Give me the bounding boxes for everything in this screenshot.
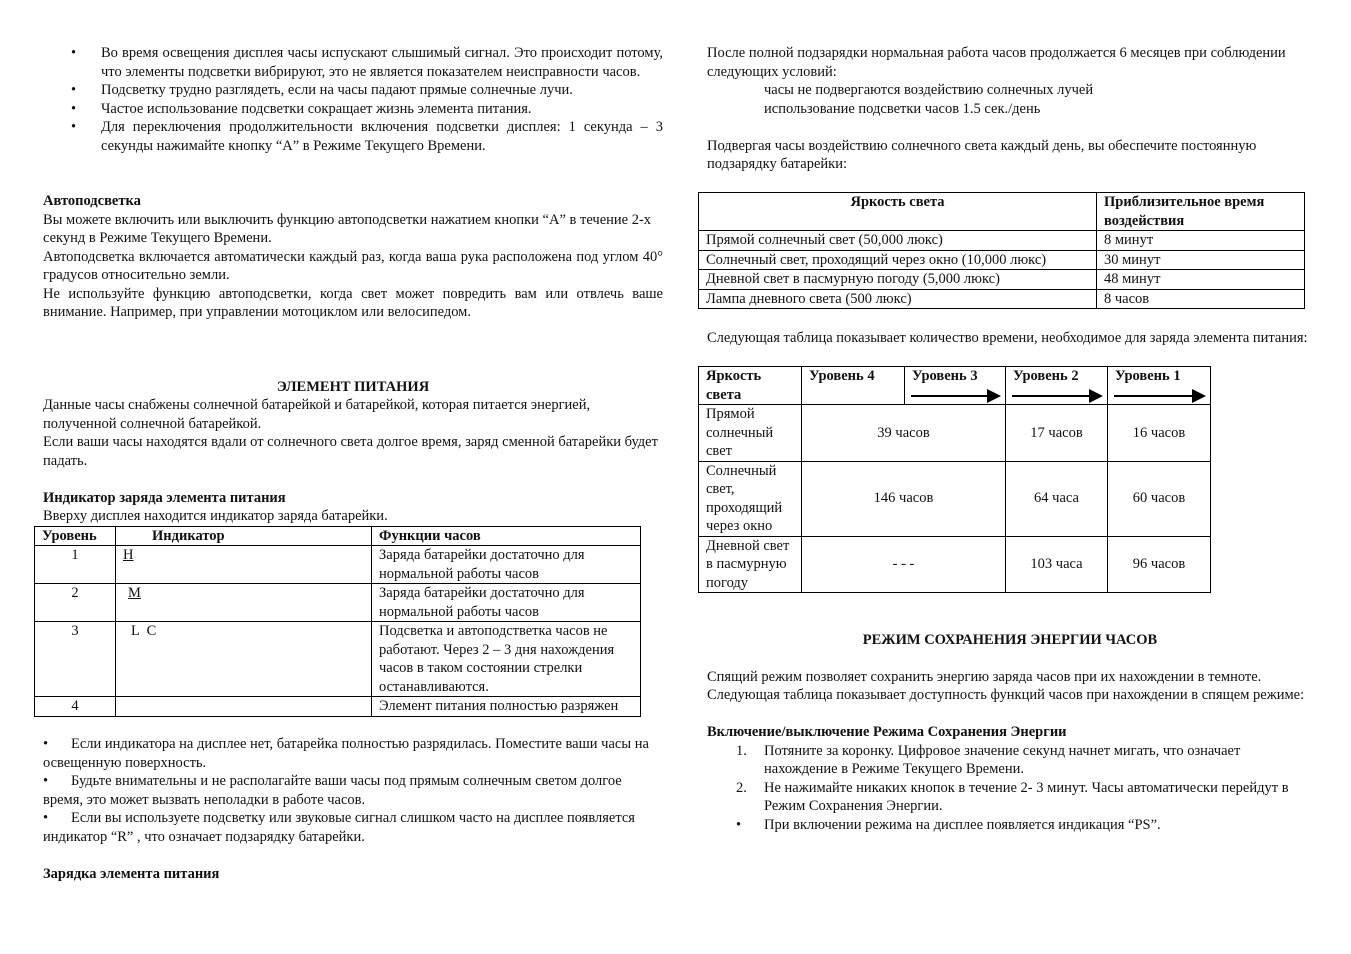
power-paragraph: Данные часы снабжены солнечной батарейкой и батарейкой, которая питается энергией, полученной солнечной батарейкой. [43, 397, 591, 432]
time-cell: - - - [802, 536, 1006, 593]
charge-duration-paragraph: После полной подзарядки нормальная работа часов продолжается 6 месяцев при соблюдении следующих условий: [707, 45, 1286, 80]
level-cell: 2 [35, 584, 116, 622]
auto-backlight-warning: Не используйте функцию автоподсветки, когда свет может повредить вам или отвлечь ваше внимание. Например, при управлении мотоциклом или велосипедом. [43, 285, 663, 320]
table-row [35, 697, 641, 717]
indicator-cell: H [116, 546, 372, 584]
bullet-icon: • [43, 773, 49, 789]
bullet-icon: • [43, 736, 49, 752]
indicator-paragraph: Вверху дисплея находится индикатор заряда батарейки. [43, 508, 388, 524]
function-cell: Подсветка и автоподстветка часов не работают. Через 2 – 3 дня нахождения часов в таком состоянии стрелки останавливаются. [372, 622, 641, 697]
function-cell: Элемент питания полностью разряжен [372, 697, 641, 717]
table-row [699, 231, 1305, 251]
charge-time-paragraph: Следующая таблица показывает количество времени, необходимое для заряда элемента питания: [707, 330, 1308, 346]
time-cell: 8 минут [1097, 231, 1305, 251]
bullet-icon: • [71, 100, 77, 117]
column-header: Индикатор [116, 526, 372, 546]
arrow-icon [1114, 395, 1204, 397]
column-header: Приблизительное время воздействия [1097, 193, 1305, 231]
column-header: Функции часов [372, 526, 641, 546]
auto-backlight-paragraph: Автоподсветка включается автоматически каждый раз, когда ваша рука расположена под углом 40° градусов относительно земли. [43, 248, 663, 283]
table-row [699, 289, 1305, 309]
time-cell: 60 часов [1108, 461, 1211, 536]
time-cell: 17 часов [1006, 405, 1108, 462]
column-header: Уровень [35, 526, 116, 546]
column-header: Яркость света [699, 367, 802, 405]
arrow-icon [1012, 395, 1101, 397]
sunlight-paragraph: Подвергая часы воздействию солнечного света каждый день, вы обеспечите постоянную подзарядку батарейки: [707, 137, 1257, 172]
list-item: • Если индикатора на дисплее нет, батарейка полностью разрядилась. Поместите ваши часы на освещенную поверхность. [43, 736, 649, 771]
backlight-notes-list [43, 44, 663, 155]
list-item: • Частое использование подсветки сокращает жизнь элемента питания. [71, 100, 532, 117]
bullet-icon: • [71, 119, 77, 135]
function-cell: Заряда батарейки достаточно для нормальной работы часов [372, 584, 641, 622]
table-row [699, 405, 1211, 462]
energy-paragraph: Следующая таблица показывает доступность функций часов при нахождении в спящем режиме: [707, 687, 1305, 703]
column-header: Уровень 4 [802, 367, 905, 405]
brightness-cell: Дневной свет в пасмурную погоду [699, 536, 802, 593]
arrow-icon [911, 395, 999, 397]
indicator-cell: M [116, 584, 372, 622]
list-item: • Подсветку трудно разглядеть, если на часы падают прямые солнечные лучи. [71, 82, 573, 98]
arrow-icon [987, 389, 1001, 403]
energy-paragraph: Спящий режим позволяет сохранить энергию заряда часов при их нахождении в темноте. [707, 668, 1262, 685]
brightness-cell: Дневной свет в пасмурную погоду (5,000 люкс) [699, 270, 1097, 290]
time-cell: 8 часов [1097, 289, 1305, 309]
level-cell: 1 [35, 546, 116, 584]
list-item: • Если вы используете подсветку или звуковые сигнал слишком часто на дисплее появляется индикатор “R” , что означает подзарядку батарейки. [43, 810, 635, 845]
table-row [699, 270, 1305, 290]
arrow-icon [1192, 389, 1206, 403]
time-cell: 103 часа [1006, 536, 1108, 593]
power-section-heading: ЭЛЕМЕНТ ПИТАНИЯ [276, 378, 430, 395]
bullet-icon: • [71, 82, 77, 98]
time-cell: 39 часов [802, 405, 1006, 462]
level-cell: 4 [35, 697, 116, 717]
brightness-cell: Лампа дневного света (500 люкс) [699, 289, 1097, 309]
time-cell: 64 часа [1006, 461, 1108, 536]
brightness-cell: Прямой солнечный свет (50,000 люкс) [699, 231, 1097, 251]
function-cell: Заряда батарейки достаточно для нормальной работы часов [372, 546, 641, 584]
table-row [699, 250, 1305, 270]
column-header: Яркость света [699, 193, 1097, 231]
table-row [699, 536, 1211, 593]
energy-toggle-heading: Включение/выключение Режима Сохранения Энергии [707, 724, 1067, 740]
list-item: • При включении режима на дисплее появляется индикация “PS”. [736, 816, 1161, 833]
brightness-cell: Солнечный свет, проходящий через окно (10,000 люкс) [699, 250, 1097, 270]
table-header-row [699, 367, 1211, 405]
energy-steps-list [707, 742, 1313, 835]
auto-backlight-paragraph: Вы можете включить или выключить функцию автоподсветки нажатием кнопки “A” в течение 2-х секунд в Режиме Текущего Времени. [43, 211, 652, 246]
list-item: • Для переключения продолжительности включения подсветки дисплея: 1 секунда – 3 секунды нажимайте кнопку “A” в Режиме Текущего Времени. [71, 119, 663, 154]
table-row [35, 584, 641, 622]
bullet-icon: • [736, 816, 742, 833]
column-header: Уровень 2 [1006, 367, 1108, 405]
list-item: 1. Потяните за коронку. Цифровое значение секунд начнет мигать, что означает нахождение в Режиме Текущего Времени. [736, 742, 1241, 777]
time-cell: 30 минут [1097, 250, 1305, 270]
right-column [707, 44, 1313, 834]
table-row [699, 461, 1211, 536]
table-header-row [35, 526, 641, 546]
table-row [35, 622, 641, 697]
charge-time-table [698, 366, 1211, 593]
indicator-cell: L C [116, 622, 372, 697]
power-paragraph: Если ваши часы находятся вдали от солнечного света долгое время, заряд сменной батарейки будет падать. [43, 434, 658, 469]
battery-notes-list [43, 735, 663, 846]
bullet-icon: • [71, 45, 77, 61]
charging-heading: Зарядка элемента питания [43, 865, 220, 882]
level-cell: 3 [35, 622, 116, 697]
bullet-icon: • [43, 810, 49, 826]
left-column [43, 44, 663, 883]
auto-backlight-heading: Автоподсветка [43, 193, 141, 209]
time-cell: 146 часов [802, 461, 1006, 536]
table-row [35, 546, 641, 584]
time-cell: 48 минут [1097, 270, 1305, 290]
time-cell: 16 часов [1108, 405, 1211, 462]
condition-line: часы не подвергаются воздействию солнечных лучей [764, 82, 1094, 98]
column-header: Уровень 1 [1108, 367, 1211, 405]
indicator-cell [116, 697, 372, 717]
light-exposure-table [698, 192, 1305, 309]
battery-indicator-table [34, 526, 641, 717]
table-header-row [699, 193, 1305, 231]
time-cell: 96 часов [1108, 536, 1211, 593]
indicator-heading: Индикатор заряда элемента питания [43, 489, 286, 506]
column-header: Уровень 3 [905, 367, 1006, 405]
list-item: 2. Не нажимайте никаких кнопок в течение 2- 3 минут. Часы автоматически перейдут в Режим Сохранения Энергии. [736, 779, 1289, 814]
brightness-cell: Солнечный свет, проходящий через окно [699, 461, 802, 536]
condition-line: использование подсветки часов 1.5 сек./день [764, 100, 1041, 117]
brightness-cell: Прямой солнечный свет [699, 405, 802, 462]
list-item: • Будьте внимательны и не располагайте ваши часы под прямым солнечным светом долгое время, это может вызвать неполадки в работе часов. [43, 773, 622, 808]
list-item: • Во время освещения дисплея часы испускают слышимый сигнал. Это происходит потому, что элементы подсветки вибрируют, это не является показателем неисправности часов. [71, 45, 663, 80]
energy-section-heading: РЕЖИМ СОХРАНЕНИЯ ЭНЕРГИИ ЧАСОВ [862, 632, 1158, 648]
arrow-icon [1089, 389, 1103, 403]
